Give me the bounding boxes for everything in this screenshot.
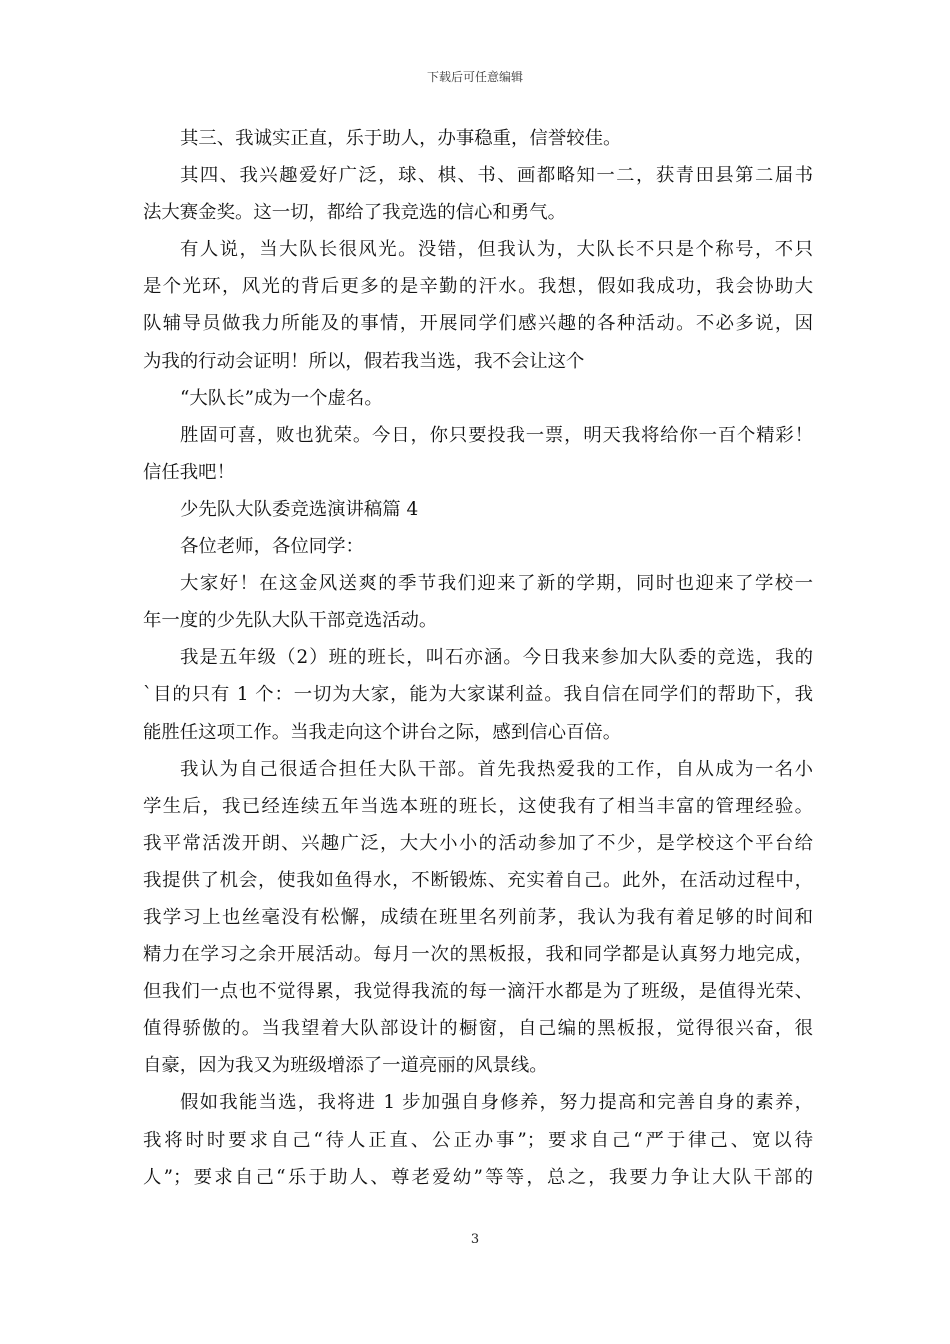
salutation: 各位老师，各位同学： (180, 536, 364, 558)
text-line: 队辅导员做我力所能及的事情，开展同学们感兴趣的各种活动。不必多说，因 (143, 313, 813, 335)
text-line: 信任我吧！ (143, 461, 235, 483)
text-line: 法大赛金奖。这一切，都给了我竞选的信心和勇气。 (143, 202, 566, 224)
text-line: 为我的行动会证明！所以，假若我当选，我不会让这个 (143, 350, 585, 372)
text-line: 能胜任这项工作。当我走向这个讲台之际，感到信心百倍。 (143, 721, 622, 743)
text-line: 值得骄傲的。当我望着大队部设计的橱窗，自己编的黑板报，觉得很兴奋，很 (143, 1018, 813, 1040)
text-line: 我认为自己很适合担任大队干部。首先我热爱我的工作，自从成为一名小 (180, 758, 813, 780)
text-line: 其三、我诚实正直，乐于助人，办事稳重，信誉较佳。 (180, 128, 622, 149)
text-line: 人”；要求自己“乐于助人、尊老爱幼”等等，总之，我要力争让大队干部的 (143, 1166, 813, 1188)
text-line: “大队长”成为一个虚名。 (180, 387, 383, 409)
text-line: 精力在学习之余开展活动。每月一次的黑板报，我和同学都是认真努力地完成， (143, 944, 813, 966)
text-line: 胜固可喜，败也犹荣。今日，你只要投我一票，明天我将给你一百个精彩！ (180, 424, 813, 446)
text-line: 但我们一点也不觉得累，我觉得我流的每一滴汗水都是为了班级，是值得光荣、 (143, 981, 813, 1003)
document-body (143, 120, 813, 1196)
text-line: 我学习上也丝毫没有松懈，成绩在班里名列前茅，我认为我有着足够的时间和 (143, 906, 813, 928)
page-header: 下载后可任意编辑 (426, 70, 523, 84)
text-line: 我提供了机会，使我如鱼得水，不断锻炼、充实着自己。此外，在活动过程中， (143, 869, 813, 891)
text-line: 其四、我兴趣爱好广泛，球、棋、书、画都略知一二，获青田县第二届书 (180, 165, 813, 187)
text-line: 大家好！在这金风送爽的季节我们迎来了新的学期，同时也迎来了学校一 (180, 573, 813, 595)
text-line: 自豪，因为我又为班级增添了一道亮丽的风景线。 (143, 1055, 548, 1077)
text-line: 有人说，当大队长很风光。没错，但我认为，大队长不只是个称号，不只 (180, 239, 813, 261)
text-line: 我将时时要求自己“待人正直、公正办事”；要求自己“严于律己、宽以待 (143, 1129, 813, 1151)
text-line: 学生后，我已经连续五年当选本班的班长，这使我有了相当丰富的管理经验。 (143, 795, 813, 817)
text-line: 我是五年级（2）班的班长，叫石亦涵。今日我来参加大队委的竞选，我的 (180, 647, 813, 669)
text-line: `目的只有 1 个：一切为大家，能为大家谋利益。我自信在同学们的帮助下，我 (143, 684, 813, 706)
text-line: 假如我能当选，我将进 1 步加强自身修养，努力提高和完善自身的素养， (180, 1092, 813, 1114)
text-line: 我平常活泼开朗、兴趣广泛，大大小小的活动参加了不少，是学校这个平台给 (143, 832, 813, 854)
text-line: 年一度的少先队大队干部竞选活动。 (143, 610, 438, 632)
page-number: 3 (470, 1232, 480, 1247)
section-title: 少先队大队委竞选演讲稿篇 4 (180, 498, 419, 520)
text-line: 是个光环，风光的背后更多的是辛勤的汗水。我想，假如我成功，我会协助大 (143, 276, 813, 298)
